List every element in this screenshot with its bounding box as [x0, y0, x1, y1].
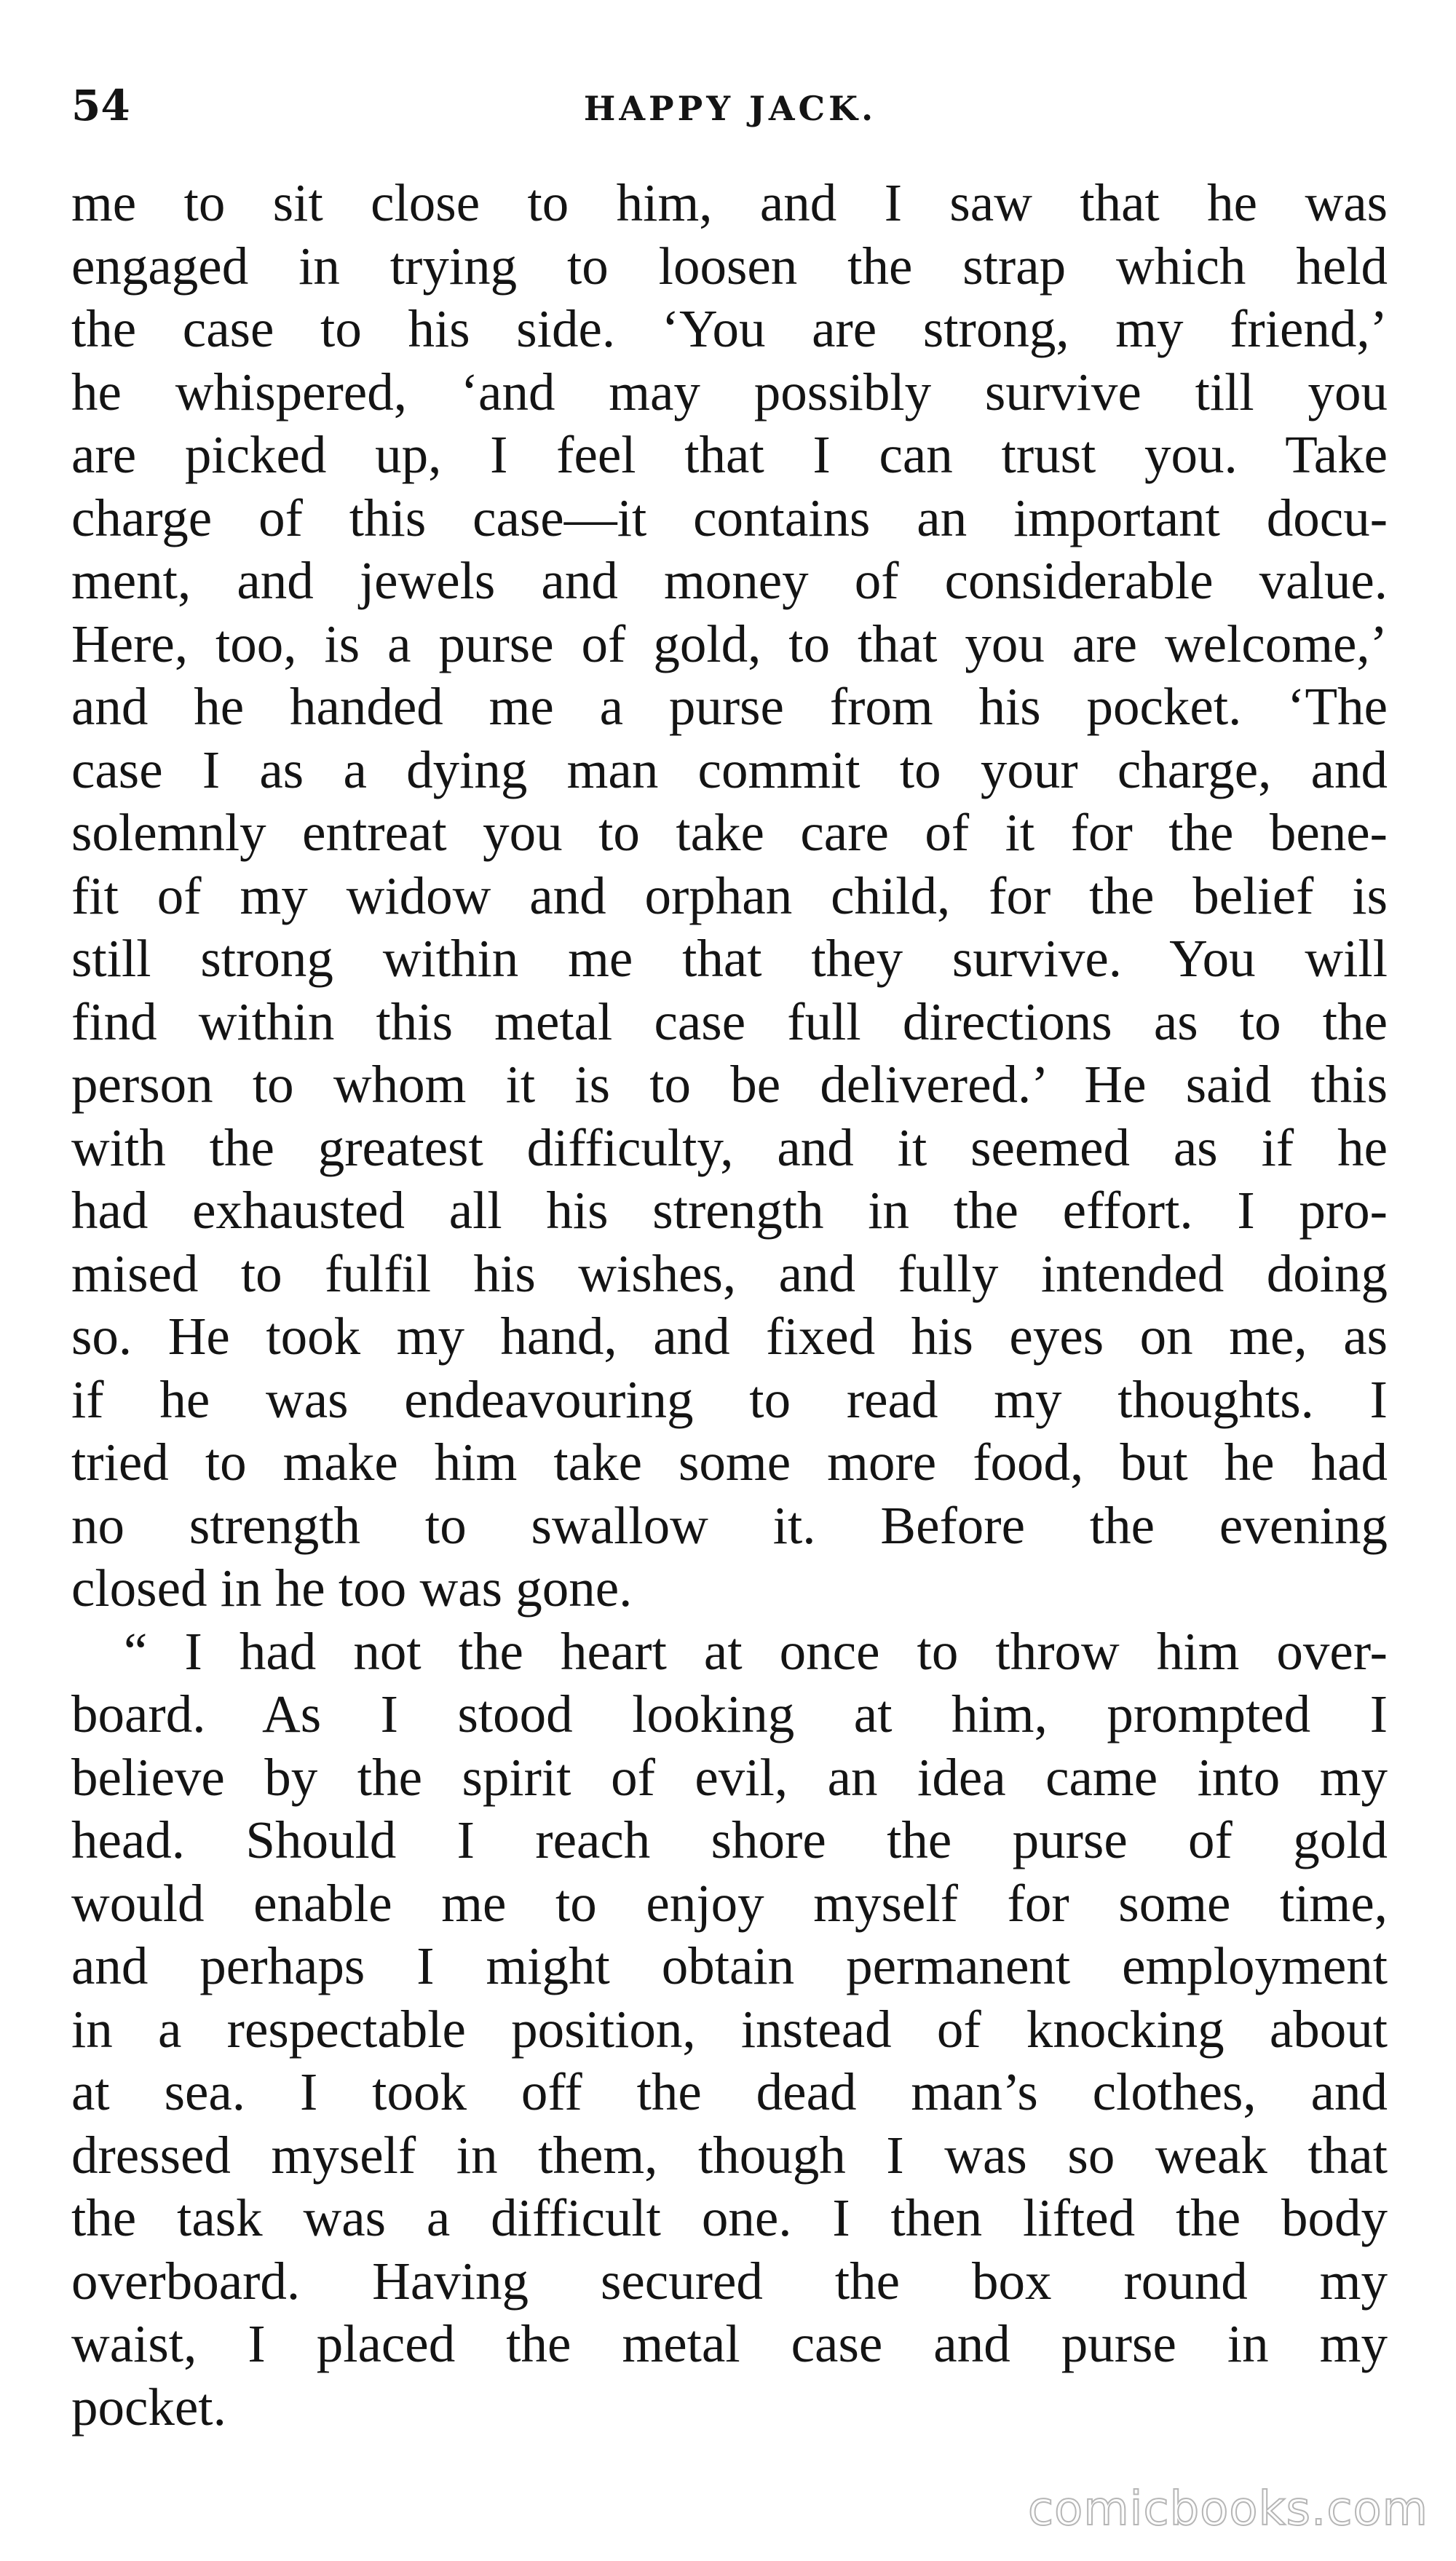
- text-line: me to sit close to him, and I saw that he was: [71, 173, 1388, 232]
- watermark: comicbooks.com: [1027, 2482, 1428, 2536]
- page-number: 54: [71, 81, 130, 130]
- text-line: case I as a dying man commit to your charge, and: [71, 740, 1388, 799]
- text-line: Here, too, is a purse of gold, to that you are welcome,’: [71, 614, 1388, 673]
- text-line: would enable me to enjoy myself for some time,: [71, 1873, 1388, 1933]
- text-line: waist, I placed the metal case and purse in my: [71, 2314, 1388, 2373]
- text-line: and he handed me a purse from his pocket. ‘The: [71, 677, 1388, 736]
- text-line: had exhausted all his strength in the effort. I pro-: [71, 1181, 1388, 1240]
- text-line: overboard. Having secured the box round my: [71, 2251, 1388, 2311]
- text-line: still strong within me that they survive. You will: [71, 929, 1388, 988]
- text-line: dressed myself in them, though I was so weak that: [71, 2125, 1388, 2185]
- text-line: fit of my widow and orphan child, for the belief is: [71, 866, 1388, 925]
- running-title: HAPPY JACK.: [583, 89, 877, 128]
- text-line: board. As I stood looking at him, prompted I: [71, 1685, 1388, 1743]
- text-line: no strength to swallow it. Before the evening: [71, 1495, 1388, 1555]
- text-line: if he was endeavouring to read my thoughts. I: [71, 1369, 1388, 1429]
- text-line: at sea. I took off the dead man’s clothes, and: [71, 2062, 1388, 2121]
- text-line: charge of this case—it contains an important docu-: [71, 488, 1388, 547]
- text-line: pocket.: [71, 2377, 226, 2437]
- text-line: mised to fulfil his wishes, and fully intended doing: [71, 1243, 1388, 1303]
- text-line: person to whom it is to be delivered.’ He said this: [71, 1055, 1388, 1114]
- text-line: closed in he too was gone.: [71, 1559, 633, 1618]
- text-line: are picked up, I feel that I can trust you. Take: [71, 425, 1388, 484]
- text-line: he whispered, ‘and may possibly survive till you: [71, 362, 1388, 421]
- text-line: so. He took my hand, and fixed his eyes on me, as: [71, 1307, 1388, 1366]
- text-line: solemnly entreat you to take care of it for the bene-: [71, 803, 1388, 862]
- text-line: engaged in trying to loosen the strap which held: [71, 236, 1388, 296]
- text-line: ment, and jewels and money of considerable value.: [71, 551, 1388, 610]
- text-line: tried to make him take some more food, but he had: [71, 1433, 1388, 1492]
- text-line: find within this metal case full directions as to the: [71, 991, 1388, 1051]
- text-line: the task was a difficult one. I then lifted the body: [71, 2188, 1388, 2247]
- text-line: “ I had not the heart at once to throw him over-: [124, 1621, 1388, 1681]
- paragraph: [71, 172, 1388, 1620]
- text-line: and perhaps I might obtain permanent employment: [71, 1936, 1388, 1995]
- text-line: head. Should I reach shore the purse of gold: [71, 1810, 1388, 1869]
- paragraph: [71, 1620, 1388, 2439]
- body-text: [71, 172, 1388, 2439]
- running-head: [71, 76, 1389, 135]
- text-line: in a respectable position, instead of knocking about: [71, 1999, 1388, 2059]
- text-line: believe by the spirit of evil, an idea came into my: [71, 1747, 1388, 1807]
- text-line: the case to his side. ‘You are strong, my friend,’: [71, 299, 1388, 358]
- text-line: with the greatest difficulty, and it seemed as if he: [71, 1117, 1388, 1177]
